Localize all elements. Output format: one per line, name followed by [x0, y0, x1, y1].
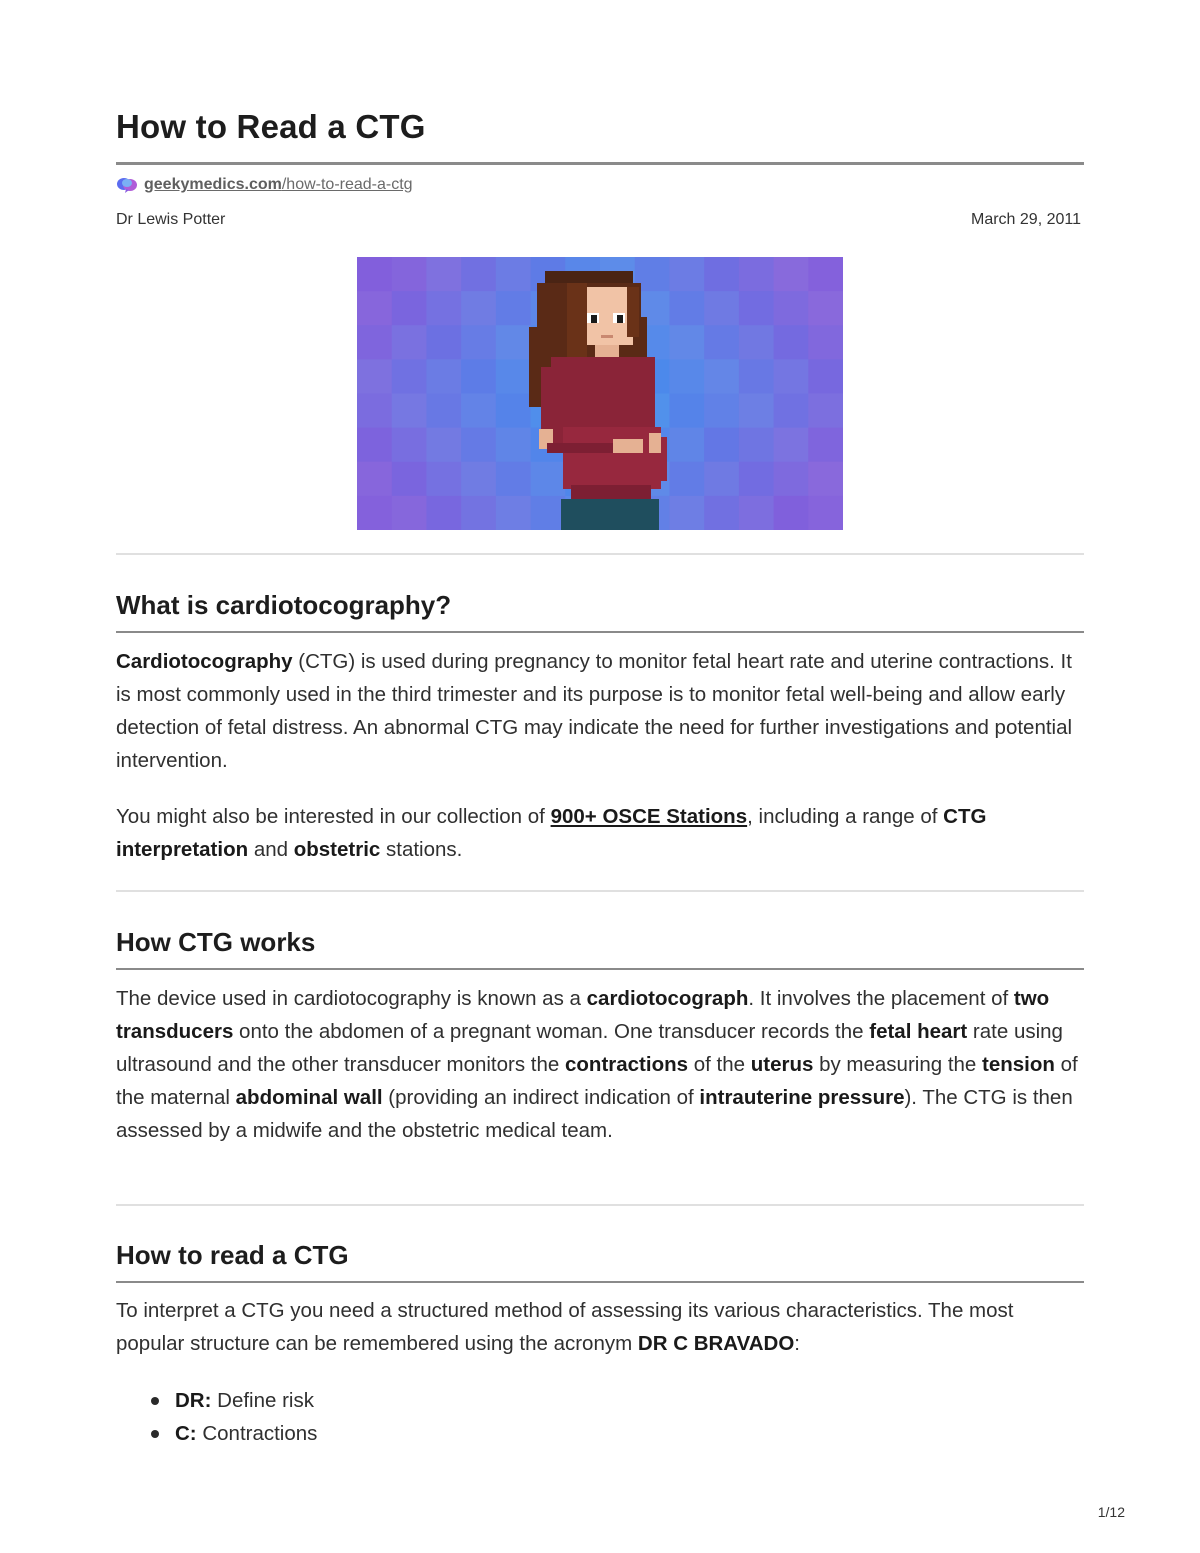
- hero-tile: [774, 325, 809, 360]
- hero-tile: [461, 325, 496, 360]
- paragraph-text: :: [794, 1332, 800, 1355]
- author: Dr Lewis Potter: [116, 211, 226, 228]
- paragraph: [116, 645, 1084, 777]
- publish-date: March 29, 2011: [971, 211, 1081, 228]
- bold-term: abdominal wall: [235, 1086, 383, 1109]
- acronym-list: [116, 1384, 317, 1450]
- bold-term: contractions: [565, 1053, 689, 1076]
- hero-tile: [531, 462, 566, 497]
- source-line: [116, 174, 413, 196]
- hero-tile: [739, 359, 774, 394]
- hero-tile: [357, 359, 392, 394]
- hero-tile: [704, 394, 739, 429]
- hero-tile: [774, 257, 809, 292]
- hero-tile: [426, 257, 461, 292]
- brain-icon: [116, 176, 138, 194]
- hero-tile: [704, 428, 739, 463]
- hero-tile: [669, 359, 704, 394]
- hero-tile: [357, 496, 392, 530]
- hero-tile: [669, 496, 704, 530]
- paragraph-text: . It involves the placement of: [748, 987, 1014, 1010]
- section-heading: How CTG works: [116, 927, 316, 957]
- list-text: Define risk: [211, 1389, 314, 1412]
- paragraph-text: ). The CTG is then assessed by a midwife and the obstetric medical team.: [116, 1086, 1073, 1142]
- hero-tile: [496, 291, 531, 326]
- paragraph-text: and: [248, 838, 294, 861]
- hero-tile: [739, 325, 774, 360]
- title-divider: [116, 162, 1084, 165]
- bold-term: CTG interpretation: [116, 805, 987, 861]
- hero-image: [357, 257, 843, 530]
- paragraph-text: of the maternal: [116, 1053, 1078, 1109]
- bold-term: fetal heart: [869, 1020, 968, 1043]
- hero-tile: [392, 291, 427, 326]
- page-title: How to Read a CTG: [116, 108, 426, 145]
- hero-tile: [357, 325, 392, 360]
- hero-tile: [496, 359, 531, 394]
- hero-tile: [704, 462, 739, 497]
- source-path: /how-to-read-a-ctg: [281, 176, 413, 193]
- section-heading: What is cardiotocography?: [116, 590, 452, 620]
- hero-tile: [808, 496, 843, 530]
- section-heading: How to read a CTG: [116, 1240, 349, 1270]
- source-link[interactable]: [144, 176, 413, 194]
- hero-tile: [357, 428, 392, 463]
- paragraph-text: (CTG) is used during pregnancy to monitor fetal heart rate and uterine contractions. It is most commonly used in the third trimester and its purpose is to monitor fetal well-being and allow early detection of fetal distress. An abnormal CTG may indicate the need for further investigations and potential intervention.: [116, 650, 1073, 772]
- hero-tile: [808, 359, 843, 394]
- hero-tile: [704, 291, 739, 326]
- hero-tile: [426, 462, 461, 497]
- hero-tile: [357, 291, 392, 326]
- paragraph-text: The device used in cardiotocography is known as a: [116, 987, 587, 1010]
- hero-tile: [392, 496, 427, 530]
- hero-tile: [669, 394, 704, 429]
- bold-term: two transducers: [116, 987, 1050, 1043]
- hero-tile: [426, 291, 461, 326]
- hero-tile: [357, 394, 392, 429]
- paragraph-text: , including a range of: [747, 805, 944, 828]
- hero-tile: [426, 394, 461, 429]
- section-heading-rule: [116, 631, 1084, 633]
- hero-tile: [669, 462, 704, 497]
- hero-tile: [392, 428, 427, 463]
- hero-tile: [774, 428, 809, 463]
- hero-tile: [704, 359, 739, 394]
- paragraph-text: (providing an indirect indication of: [382, 1086, 700, 1109]
- page-number: 1/12: [1097, 1504, 1125, 1520]
- list-key: DR:: [175, 1389, 212, 1412]
- hero-tile: [357, 257, 392, 292]
- paragraph-text: of the: [688, 1053, 751, 1076]
- section-heading-rule: [116, 1281, 1084, 1283]
- hero-tile: [426, 496, 461, 530]
- bold-term: uterus: [750, 1053, 814, 1076]
- list-item: [175, 1417, 317, 1450]
- hero-tile: [774, 291, 809, 326]
- hero-tile: [808, 325, 843, 360]
- bold-term: cardiotocograph: [586, 987, 749, 1010]
- hero-tile: [669, 325, 704, 360]
- paragraph-text: rate using ultrasound and the other transducer monitors the: [116, 1020, 1063, 1076]
- hero-tile: [808, 291, 843, 326]
- hero-tile: [392, 462, 427, 497]
- hero-tile: [739, 257, 774, 292]
- hero-tile: [392, 325, 427, 360]
- bold-term: intrauterine pressure: [699, 1086, 905, 1109]
- section-separator: [116, 1204, 1084, 1206]
- hero-tile: [704, 496, 739, 530]
- paragraph-text: You might also be interested in our collection of: [116, 805, 551, 828]
- hero-tile: [461, 428, 496, 463]
- paragraph-text: stations.: [380, 838, 463, 861]
- section-heading-rule: [116, 968, 1084, 970]
- list-text: Contractions: [196, 1422, 318, 1445]
- hero-tile: [774, 359, 809, 394]
- bold-term: tension: [982, 1053, 1055, 1076]
- hero-tile: [739, 291, 774, 326]
- hero-tile: [704, 257, 739, 292]
- list-key: C:: [175, 1422, 197, 1445]
- hero-tile: [739, 394, 774, 429]
- bold-term: Cardiotocography: [116, 650, 293, 673]
- hero-tile: [496, 257, 531, 292]
- hero-tile: [774, 394, 809, 429]
- hero-tile: [461, 291, 496, 326]
- hero-tile: [461, 359, 496, 394]
- hero-tile: [426, 428, 461, 463]
- hero-tile: [739, 428, 774, 463]
- hero-tile: [808, 428, 843, 463]
- hero-tile: [496, 462, 531, 497]
- bold-term: DR C BRAVADO: [637, 1332, 795, 1355]
- hero-tile: [531, 496, 566, 530]
- hero-tile: [392, 257, 427, 292]
- section-separator: [116, 553, 1084, 555]
- hero-tile: [392, 359, 427, 394]
- bold-term: obstetric: [293, 838, 381, 861]
- hero-tile: [704, 325, 739, 360]
- hero-tile: [461, 496, 496, 530]
- paragraph: [116, 982, 1084, 1147]
- hero-tile: [669, 291, 704, 326]
- hero-tile: [461, 257, 496, 292]
- hero-tile: [392, 394, 427, 429]
- hero-tile: [739, 462, 774, 497]
- hero-tile: [774, 496, 809, 530]
- section-separator: [116, 890, 1084, 892]
- paragraph-text: onto the abdomen of a pregnant woman. One transducer records the: [233, 1020, 870, 1043]
- paragraph-text: To interpret a CTG you need a structured method of assessing its various characteristics. The most popular structure can be remembered using the acronym: [116, 1299, 1014, 1355]
- hero-tile: [739, 496, 774, 530]
- hero-tile: [357, 462, 392, 497]
- source-domain: geekymedics.com: [144, 176, 282, 193]
- hero-tile: [496, 394, 531, 429]
- hero-tile: [774, 462, 809, 497]
- hero-tile: [426, 325, 461, 360]
- hero-tile: [496, 428, 531, 463]
- hero-tile: [808, 257, 843, 292]
- hero-tile: [426, 359, 461, 394]
- hero-tile: [496, 496, 531, 530]
- hero-tile: [808, 394, 843, 429]
- hero-tile: [461, 394, 496, 429]
- hero-tile: [808, 462, 843, 497]
- paragraph: [116, 800, 1084, 866]
- list-item: [175, 1384, 317, 1417]
- hero-tile: [461, 462, 496, 497]
- paragraph-text: by measuring the: [813, 1053, 983, 1076]
- paragraph: [116, 1294, 1084, 1360]
- hero-tile: [496, 325, 531, 360]
- hero-tile: [669, 428, 704, 463]
- hero-tile: [669, 257, 704, 292]
- osce-stations-link[interactable]: 900+ OSCE Stations: [550, 805, 748, 828]
